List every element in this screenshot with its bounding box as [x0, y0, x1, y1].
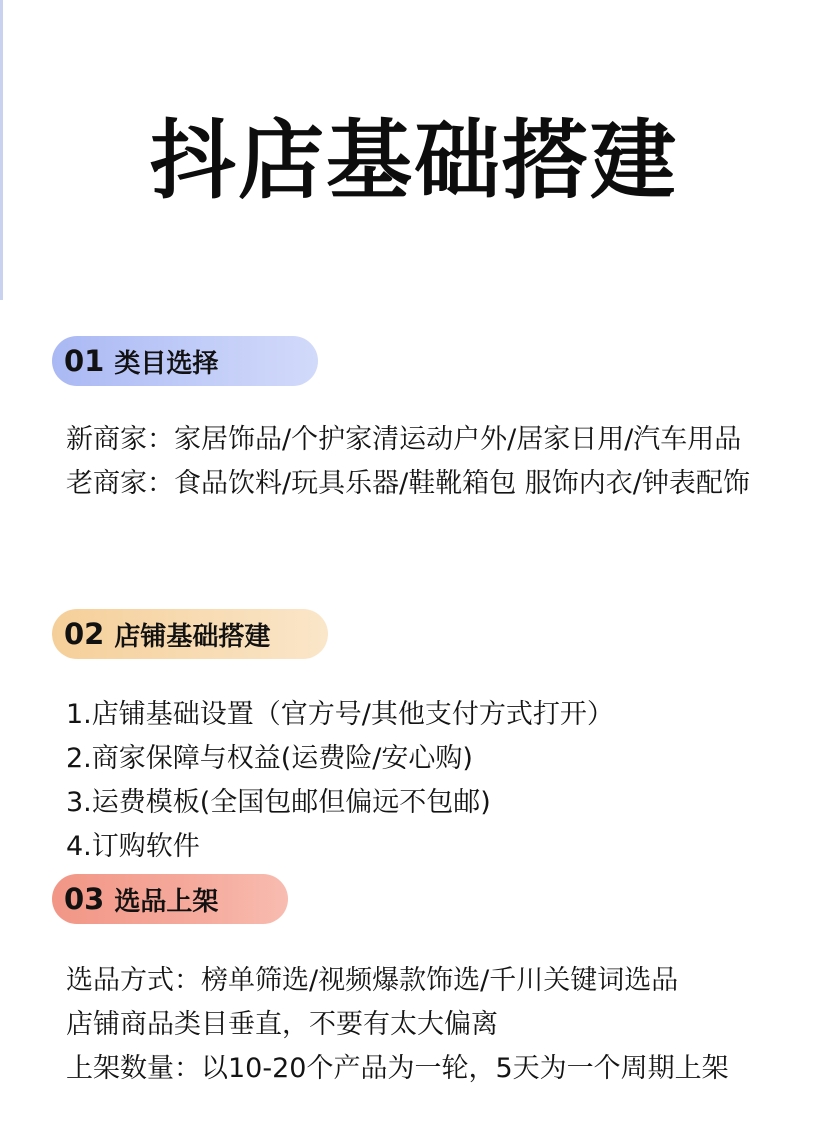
text-line: 老商家：食品饮料/玩具乐器/鞋靴箱包 服饰内衣/钟表配饰	[66, 468, 750, 499]
text-line: 选品方式：榜单筛选/视频爆款饰选/千川关键词选品	[66, 965, 679, 996]
text-line: 店铺商品类目垂直，不要有太大偏离	[66, 1009, 498, 1040]
text-line: 2.商家保障与权益(运费险/安心购)	[66, 743, 473, 774]
section-heading: 类目选择	[114, 348, 219, 379]
text-line: 上架数量：以10-20个产品为一轮，5天为一个周期上架	[66, 1053, 729, 1084]
page-title: 抖店基础搭建	[150, 109, 678, 211]
section-heading: 选品上架	[114, 886, 219, 917]
section-number: 02	[64, 617, 105, 651]
text-line: 4.订购软件	[66, 831, 200, 862]
text-line: 3.运费模板(全国包邮但偏远不包邮)	[66, 787, 491, 818]
section-number: 01	[64, 344, 105, 378]
section-header-store-setup	[52, 609, 328, 659]
text-line: 1.店铺基础设置（官方号/其他支付方式打开）	[66, 699, 614, 730]
section-header-category	[52, 336, 318, 386]
section-body-store-setup	[66, 693, 796, 869]
section-number: 03	[64, 882, 105, 916]
section-body-product-listing	[66, 959, 796, 1091]
text-line: 新商家：家居饰品/个护家清运动户外/居家日用/汽车用品	[66, 424, 742, 455]
section-header-product-listing	[52, 874, 288, 924]
section-heading: 店铺基础搭建	[114, 621, 271, 652]
section-body-category	[66, 418, 796, 506]
